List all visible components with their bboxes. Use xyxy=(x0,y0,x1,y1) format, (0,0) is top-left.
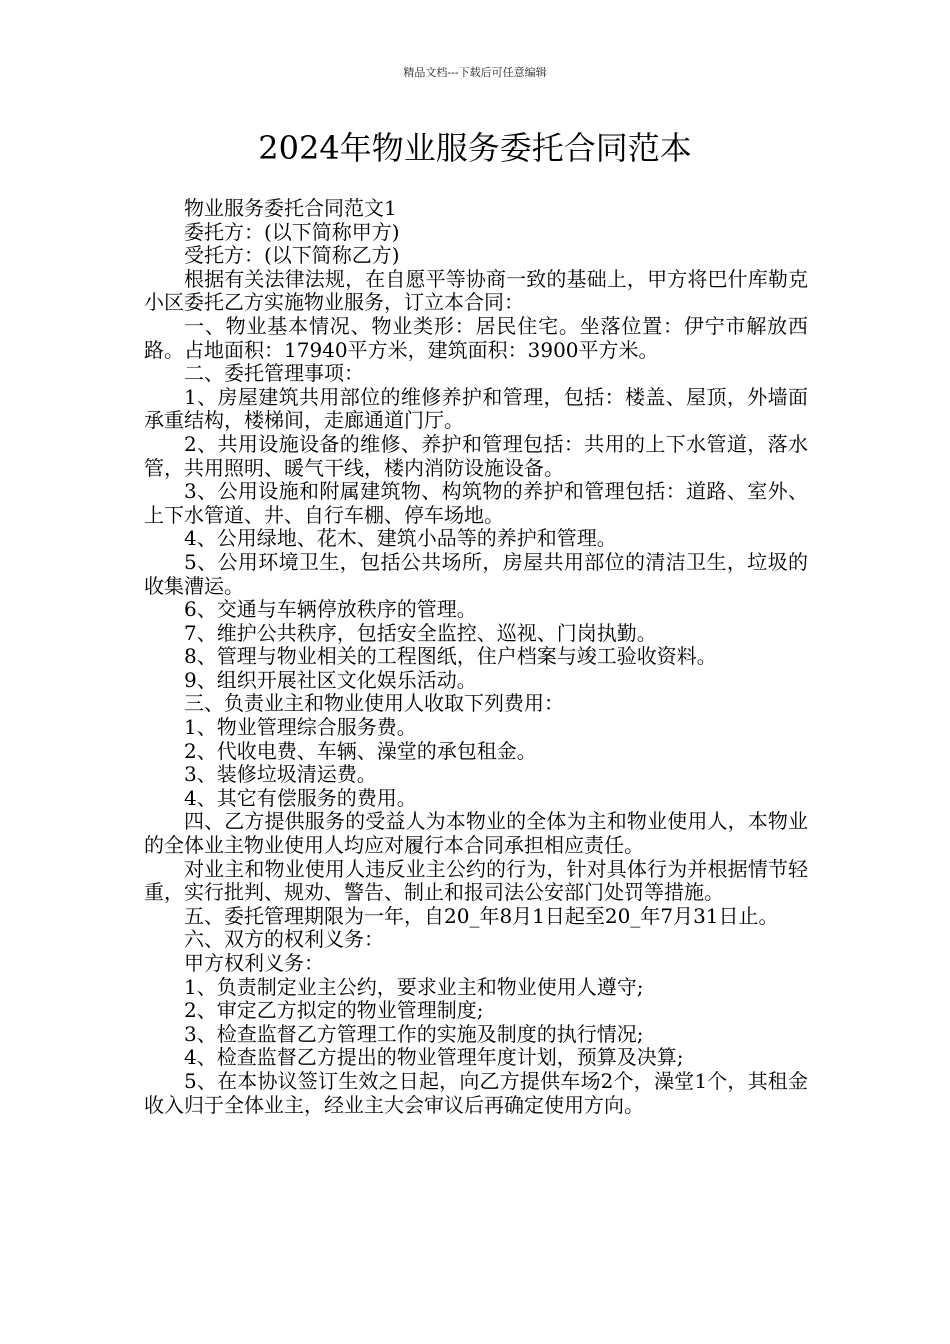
paragraph: 4、其它有偿服务的费用。 xyxy=(184,785,417,810)
paragraph: 6、交通与车辆停放秩序的管理。 xyxy=(184,597,477,622)
paragraph: 受托方：(以下简称乙方) xyxy=(184,243,400,268)
paragraph: 对业主和物业使用人违反业主公约的行为，针对具体行为并根据情节轻重，实行批判、规劝、警告、制止和报司法公安部门处罚等措施。 xyxy=(144,856,808,905)
paragraph: 5、在本协议签订生效之日起，向乙方提供车场2个，澡堂1个，其租金收入归于全体业主，经业主大会审议后再确定使用方向。 xyxy=(144,1068,808,1117)
paragraph: 六、双方的权利义务： xyxy=(184,927,384,952)
paragraph: 五、委托管理期限为一年，自20_年8月1日起至20_年7月31日止。 xyxy=(184,903,779,928)
paragraph: 5、公用环境卫生，包括公共场所，房屋共用部位的清洁卫生，垃圾的收集漕运。 xyxy=(144,549,808,598)
paragraph: 3、检查监督乙方管理工作的实施及制度的执行情况; xyxy=(184,1021,644,1046)
paragraph: 8、管理与物业相关的工程图纸，住户档案与竣工验收资料。 xyxy=(184,644,717,669)
paragraph: 二、委托管理事项： xyxy=(184,361,364,386)
paragraph: 2、共用设施设备的维修、养护和管理包括：共用的上下水管道，落水管，共用照明、暖气干线，楼内消防设施设备。 xyxy=(144,431,808,480)
paragraph: 1、房屋建筑共用部位的维修养护和管理，包括：楼盖、屋顶，外墙面承重结构，楼梯间，走廊通道门厅。 xyxy=(144,384,808,433)
paragraph: 4、公用绿地、花木、建筑小品等的养护和管理。 xyxy=(184,526,617,551)
paragraph: 根据有关法律法规，在自愿平等协商一致的基础上，甲方将巴什库勒克小区委托乙方实施物业服务，订立本合同： xyxy=(144,266,808,315)
paragraph: 物业服务委托合同范文1 xyxy=(184,196,397,220)
paragraph: 1、物业管理综合服务费。 xyxy=(184,715,417,740)
paragraph: 一、物业基本情况、物业类形：居民住宅。坐落位置：伊宁市解放西路。占地面积：17940平方米，建筑面积：3900平方米。 xyxy=(144,313,808,362)
paragraph: 委托方：(以下简称甲方) xyxy=(184,219,400,244)
paragraph: 3、装修垃圾清运费。 xyxy=(184,762,377,787)
paragraph: 2、代收电费、车辆、澡堂的承包租金。 xyxy=(184,738,537,763)
paragraph: 3、公用设施和附属建筑物、构筑物的养护和管理包括：道路、室外、上下水管道、井、自行车棚、停车场地。 xyxy=(144,479,808,527)
paragraph: 2、审定乙方拟定的物业管理制度; xyxy=(184,998,484,1023)
paragraph: 四、乙方提供服务的受益人为本物业的全体为主和物业使用人，本物业的全体业主物业使用人均应对履行本合同承担相应责任。 xyxy=(144,809,808,858)
document-body xyxy=(144,197,808,1117)
paragraph: 7、维护公共秩序，包括安全监控、巡视、门岗执勤。 xyxy=(184,620,657,645)
paragraph: 三、负责业主和物业使用人收取下列费用： xyxy=(184,691,564,716)
paragraph: 4、检查监督乙方提出的物业管理年度计划，预算及决算; xyxy=(184,1045,684,1070)
page-header-note: 精品文档---下载后可任意编辑 xyxy=(403,66,547,79)
document-title: 2024年物业服务委托合同范本 xyxy=(258,129,692,167)
paragraph: 1、负责制定业主公约，要求业主和物业使用人遵守; xyxy=(184,974,644,999)
paragraph: 甲方权利义务： xyxy=(184,951,324,975)
paragraph: 9、组织开展社区文化娱乐活动。 xyxy=(184,667,477,692)
